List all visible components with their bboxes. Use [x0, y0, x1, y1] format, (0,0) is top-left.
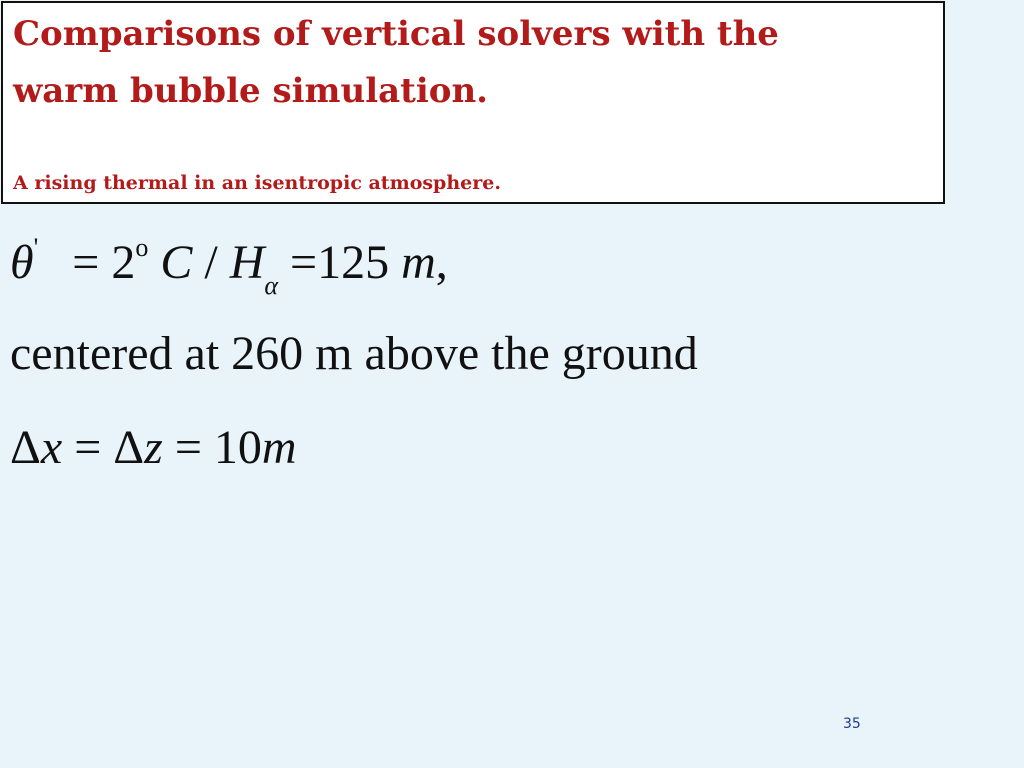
slide-title-line-1: Comparisons of vertical solvers with the	[13, 14, 779, 54]
delta-x-symbol: Δ	[10, 421, 41, 474]
equals-sign: =	[72, 236, 100, 289]
title-box	[1, 1, 945, 204]
slide-subtitle: A rising thermal in an isentropic atmosphere.	[13, 172, 501, 194]
meter-unit-2: m	[261, 421, 297, 474]
spacing-value: 10	[213, 421, 262, 474]
delta-z-symbol: Δ	[113, 421, 145, 474]
theta-symbol: θ	[10, 236, 34, 289]
slide-title-line-2: warm bubble simulation.	[13, 71, 489, 111]
h-symbol: H	[229, 236, 265, 289]
equals-sign-3: =	[74, 421, 102, 474]
x-variable: x	[40, 421, 63, 474]
theta-equation	[10, 228, 448, 305]
z-variable: z	[144, 421, 163, 474]
prime-mark: '	[33, 233, 39, 262]
equals-sign-2: =	[290, 236, 318, 289]
equals-sign-4: =	[174, 421, 202, 474]
temperature-value: 2	[111, 236, 136, 289]
slash-separator: /	[204, 236, 218, 289]
comma: ,	[435, 236, 448, 289]
alpha-subscript: α	[264, 271, 279, 300]
celsius-symbol: C	[160, 236, 193, 289]
center-height-text: centered at 260 m above the ground	[10, 327, 698, 380]
degree-superscript: o	[135, 233, 149, 262]
meter-unit: m	[401, 236, 436, 289]
radius-value: 125	[317, 236, 390, 289]
grid-spacing-equation	[10, 420, 297, 476]
page-number: 35	[843, 716, 861, 732]
